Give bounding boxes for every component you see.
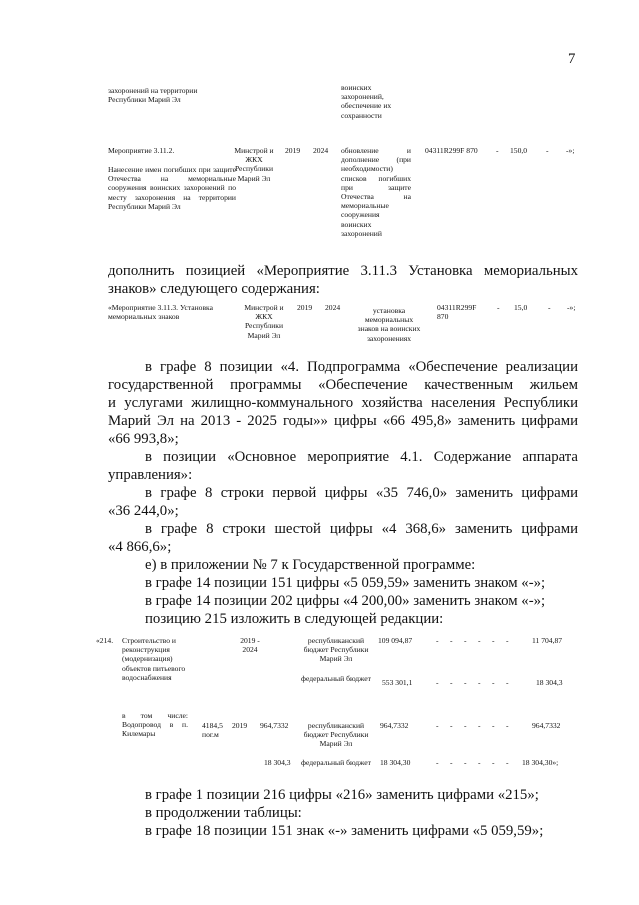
t1-row0-name: захоронений на территории Республики Марий Эл [108,86,198,105]
t3-dash: - [478,678,481,687]
t3-dash: - [436,758,439,767]
paragraph-line: в позиции «Основное мероприятие 4.1. Содержание аппарата [145,449,578,465]
paragraph-line: знаков» следующего содержания: [108,281,320,297]
t3-dash: - [506,721,509,730]
t3-sub-amount-regional: 964,7332 [380,721,409,730]
paragraph-line: «66 993,8»; [108,431,179,447]
t3-dash: - [464,636,467,645]
t3-dash: - [506,678,509,687]
t3-dash: - [478,636,481,645]
page-number: 7 [568,51,576,67]
t2-budget-code: 04311R299F 870 [437,303,477,322]
paragraph-line: «4 866,6»; [108,539,172,555]
t3-object-name: Строительство и реконструкция (модернизация) объектов питьевого водоснабжения [122,636,186,682]
t3-amount-federal: 553 301,1 [382,678,413,687]
t3-cost-federal: 18 304,3 [264,758,291,767]
t1-row0-description: воинских захоронений, обеспечение их сохранности [341,83,392,120]
t3-sub-last-regional: 964,7332 [532,721,561,730]
t1-row1-dash: - [496,146,499,155]
t2-name: «Мероприятие 3.11.3. Установка мемориальных знаков [108,303,213,322]
t1-row1-description: обновление и дополнение (при необходимости) списков погибших при защите Отечества на мемориальные сооружения воинских захоронений [341,146,411,238]
t3-dash: - [450,636,453,645]
t3-source-regional: республиканский бюджет Республики Марий Эл [303,636,369,664]
t3-dash: - [464,721,467,730]
t3-dash: - [492,636,495,645]
paragraph-line: в графе 8 позиции «4. Подпрограмма «Обеспечение реализации [145,359,578,375]
t2-year-start: 2019 [297,303,313,312]
t3-last-regional: 11 704,87 [532,636,563,645]
t3-dash: - [436,636,439,645]
t3-sub-source-regional: республиканский бюджет Республики Марий Эл [303,721,369,749]
t3-dash: - [478,758,481,767]
t3-sub-last-federal: 18 304,30»; [522,758,559,767]
t3-dash: - [450,758,453,767]
t2-executor: Минстрой и ЖКХ Республики Марий Эл [244,303,284,340]
t3-dash: - [492,758,495,767]
paragraph-line: «36 244,0»; [108,503,179,519]
t3-dash: - [450,721,453,730]
t3-dash: - [506,636,509,645]
t1-row1-year-end: 2024 [313,146,329,155]
t3-cost-regional: 964,7332 [260,721,289,730]
t3-quantity: 4184,5 пог.м [202,721,223,740]
t3-amount-regional: 109 094,87 [378,636,413,645]
t1-row1-name-body: Нанесение имен погибших при защите Отечества на мемориальные сооружения воинских захоронений по месту захоронения на территории Республики Марий Эл [108,165,236,211]
t2-end: -»; [567,303,576,312]
t3-year: 2019 [232,721,248,730]
t1-row1-executor: Минстрой и ЖКХ Республики Марий Эл [234,146,274,183]
t1-row1-dash: - [546,146,549,155]
t1-row1-name-title: Мероприятие 3.11.2. [108,146,175,155]
t2-description: установка мемориальных знаков на воинских захоронениях [357,306,421,343]
t1-row1-end: -»; [566,146,575,155]
t1-row1-budget-code: 04311R299F 870 [425,146,478,155]
t3-last-federal: 18 304,3 [536,678,563,687]
paragraph-line: в графе 14 позиции 202 цифры «4 200,00» заменить знаком «-»; [145,593,546,609]
t3-sub-source-federal: федеральный бюджет [301,758,371,767]
t3-years: 2019 - 2024 [240,636,260,655]
t3-dash: - [464,758,467,767]
t3-dash: - [464,678,467,687]
paragraph-line: в графе 14 позиции 151 цифры «5 059,59» заменить знаком «-»; [145,575,546,591]
t3-subobject-name: в том числе: Водопровод в п. Килемары [122,711,188,739]
paragraph-line: государственной программы «Обеспечение качественным жильем [108,377,578,393]
t3-dash: - [478,721,481,730]
t3-dash: - [436,678,439,687]
t1-row1-year-start: 2019 [285,146,301,155]
t3-sub-amount-federal: 18 304,30 [380,758,411,767]
t3-dash: - [492,721,495,730]
t3-dash: - [506,758,509,767]
paragraph-line: позицию 215 изложить в следующей редакции: [145,611,444,627]
paragraph-line: в продолжении таблицы: [145,805,302,821]
t3-row-number: «214. [96,636,114,645]
paragraph-line: е) в приложении № 7 к Государственной программе: [145,557,476,573]
paragraph-line: в графе 8 строки первой цифры «35 746,0» заменить цифрами [145,485,578,501]
paragraph-line: в графе 8 строки шестой цифры «4 368,6» заменить цифрами [145,521,578,537]
paragraph-line: в графе 18 позиции 151 знак «-» заменить цифрами «5 059,59»; [145,823,544,839]
t2-amount: 15,0 [514,303,528,312]
t2-year-end: 2024 [325,303,341,312]
t1-row1-amount: 150,0 [510,146,528,155]
t3-dash: - [492,678,495,687]
paragraph-line: Марий Эл на 2013 - 2025 годы»» цифры «66 495,8» заменить цифрами [108,413,578,429]
t3-dash: - [450,678,453,687]
paragraph-line: в графе 1 позиции 216 цифры «216» заменить цифрами «215»; [145,787,539,803]
t2-dash: - [548,303,551,312]
paragraph-line: дополнить позицией «Мероприятие 3.11.3 Установка мемориальных [108,263,578,279]
t3-source-federal: федеральный бюджет [301,674,371,683]
t3-dash: - [436,721,439,730]
paragraph-line: и услугами жилищно-коммунального хозяйства населения Республики [108,395,578,411]
paragraph-line: управления»: [108,467,193,483]
t2-dash: - [497,303,500,312]
